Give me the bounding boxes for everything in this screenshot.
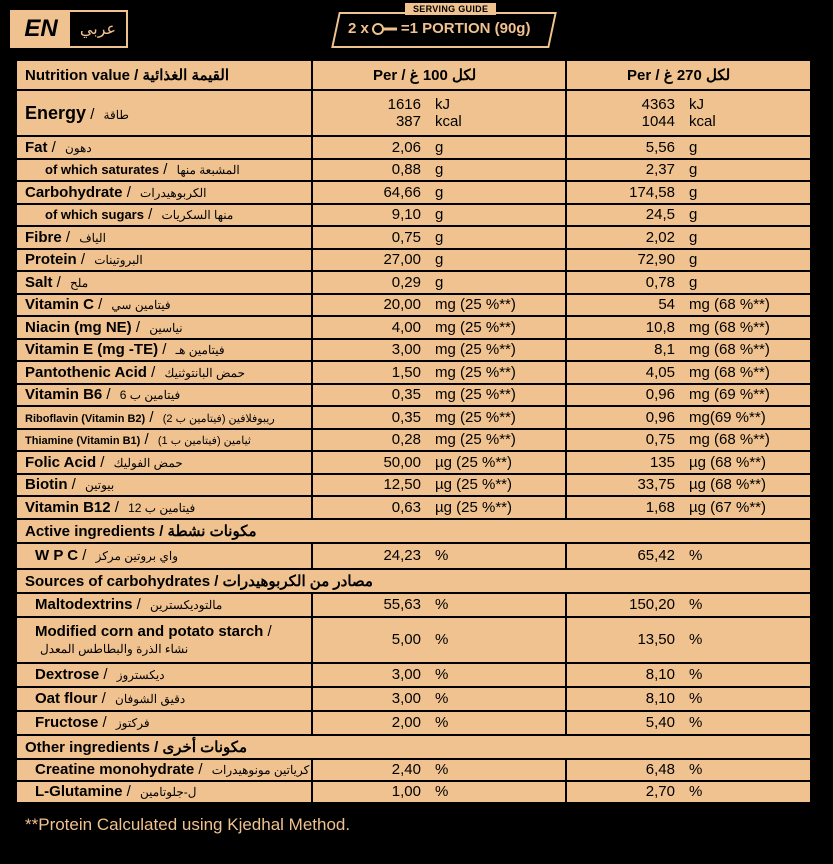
ingredient-unit: % [689, 631, 703, 648]
nutrient-unit: g [435, 183, 444, 201]
nutrient-label: Vitamin C / فيتامين سي [16, 294, 312, 317]
nutrient-value: 2,06 [391, 138, 421, 156]
serving-guide-title: SERVING GUIDE [405, 3, 496, 15]
nutrient-v100 [312, 429, 566, 452]
nutrient-name-ar: ملح [70, 275, 89, 290]
nutrient-name-ar: نياسين [149, 320, 183, 335]
nutrient-value: 2,37 [645, 161, 675, 179]
nutrient-unit: g [435, 251, 444, 269]
nutrient-v100 [312, 204, 566, 227]
nutrient-name-ar: بيوتين [85, 478, 115, 493]
serving-equals: =1 PORTION (90g) [400, 20, 531, 37]
ingredient-v270 [566, 593, 811, 617]
ingredient-name: Fructose [35, 714, 99, 731]
nutrient-v270 [566, 361, 811, 384]
nutrient-row [16, 384, 811, 407]
ingredient-label: Oat flour / دقيق الشوفان [16, 687, 312, 711]
nutrient-v100 [312, 316, 566, 339]
energy-line [575, 96, 802, 113]
scoop-icon [372, 23, 398, 35]
nutrient-label: Niacin (mg NE) / نياسين [16, 316, 312, 339]
ingredient-value: 24,23 [383, 547, 421, 564]
nutrient-value: 0,75 [391, 228, 421, 246]
header-row [16, 60, 811, 90]
nutrient-v100 [312, 384, 566, 407]
ingredient-value: 3,00 [391, 666, 421, 683]
nutrient-value: 2,02 [645, 228, 675, 246]
ingredient-label: L-Glutamine / ل-جلوتامين [16, 781, 312, 803]
nutrient-label: Folic Acid / حمض الفوليك [16, 451, 312, 474]
nutrient-value: 0,78 [645, 273, 675, 291]
nutrient-name-ar: البروتينات [94, 253, 143, 268]
energy-v100 [312, 90, 566, 136]
nutrient-v270 [566, 226, 811, 249]
ingredient-value: 3,00 [391, 690, 421, 707]
nutrient-value: 135 [649, 453, 675, 471]
ingredient-unit: % [689, 547, 703, 564]
energy-label-en: Energy [25, 102, 87, 123]
ingredient-unit: % [435, 596, 449, 613]
nutrient-name: Fat [25, 138, 48, 156]
nutrient-unit: g [689, 161, 698, 179]
nutrient-value: 0,28 [391, 431, 421, 449]
nutrient-value: 10,8 [645, 318, 675, 336]
nutrient-value: 1,50 [391, 363, 421, 381]
ingredient-v100 [312, 759, 566, 781]
nutrient-name: of which saturates [45, 162, 160, 178]
nutrient-name: of which sugars [45, 207, 144, 223]
energy-unit: kcal [435, 113, 462, 130]
nutrient-value: 0,63 [391, 498, 421, 516]
nutrient-label: Protein / البروتينات [16, 249, 312, 272]
carbs-item-row [16, 593, 811, 617]
ingredient-v100 [312, 593, 566, 617]
nutrient-name-ar: دهون [65, 140, 92, 155]
nutrient-v100 [312, 406, 566, 429]
nutrient-unit: mg (68 %**) [689, 318, 770, 336]
nutrient-unit: mg (68 %**) [689, 431, 770, 449]
ingredient-value: 55,63 [383, 596, 421, 613]
nutrient-name-ar: فيتامين ب 6 [119, 388, 181, 403]
ingredient-v100 [312, 617, 566, 663]
nutrient-unit: mg (68 %**) [689, 296, 770, 314]
active-title-text: Active ingredients / مكونات نشطة [25, 522, 257, 540]
nutrient-unit: mg (25 %**) [435, 431, 516, 449]
header-label [16, 60, 312, 90]
nutrient-value: 4,00 [391, 318, 421, 336]
nutrient-name: Pantothenic Acid [25, 363, 147, 381]
carbs-item-row [16, 711, 811, 735]
nutrient-value: 1,68 [645, 498, 675, 516]
energy-unit: kJ [435, 96, 450, 113]
ingredient-unit: % [435, 714, 449, 731]
nutrient-unit: g [689, 183, 698, 201]
ingredient-v270 [566, 687, 811, 711]
ingredient-unit: % [689, 666, 703, 683]
ingredient-unit: % [689, 761, 703, 778]
ingredient-value: 150,20 [629, 596, 675, 613]
nutrient-name: Fibre [25, 228, 62, 246]
nutrient-value: 5,56 [645, 138, 675, 156]
ingredient-unit: % [435, 547, 449, 564]
nutrient-unit: mg (69 %**) [689, 386, 770, 404]
nutrient-row [16, 406, 811, 429]
nutrient-unit: g [435, 161, 444, 179]
nutrient-unit: g [435, 206, 444, 224]
nutrient-v100 [312, 496, 566, 519]
nutrient-unit: g [689, 206, 698, 224]
nutrient-v270 [566, 429, 811, 452]
carbs-item-row [16, 663, 811, 687]
ingredient-v270 [566, 663, 811, 687]
nutrient-unit: mg (25 %**) [435, 318, 516, 336]
nutrient-value: 27,00 [383, 251, 421, 269]
nutrient-name: Vitamin E (mg -TE) [25, 341, 159, 359]
nutrient-unit: mg (25 %**) [435, 341, 516, 359]
nutrient-name-ar: فيتامين هـ [175, 343, 225, 358]
nutrient-label: Vitamin E (mg -TE) / فيتامين هـ [16, 339, 312, 362]
header-col2 [566, 60, 811, 90]
ingredient-value: 6,48 [645, 761, 675, 778]
nutrient-v100 [312, 339, 566, 362]
nutrient-name-ar: المشبعة منها [176, 163, 240, 178]
carbs-item-row [16, 687, 811, 711]
nutrient-unit: g [435, 273, 444, 291]
ingredient-unit: % [689, 714, 703, 731]
serving-guide-text [348, 20, 548, 37]
nutrient-v270 [566, 294, 811, 317]
nutrient-value: 0,75 [645, 431, 675, 449]
ingredient-label: Dextrose / ديكستروز [16, 663, 312, 687]
nutrient-unit: g [689, 138, 698, 156]
ingredient-label: Modified corn and potato starch / نشاء الذرة والبطاطس المعدل [16, 617, 312, 663]
nutrient-value: 12,50 [383, 476, 421, 494]
header-col1-text: Per / لكل 100 غ [373, 67, 477, 84]
nutrient-label: of which sugars / منها السكريات [16, 204, 312, 227]
energy-label: Energy / طاقة [16, 90, 312, 136]
nutrient-row [16, 496, 811, 519]
ingredient-value: 8,10 [645, 690, 675, 707]
nutrient-unit: g [435, 138, 444, 156]
nutrient-value: 3,00 [391, 341, 421, 359]
nutrient-value: 24,5 [645, 206, 675, 224]
nutrient-v270 [566, 159, 811, 182]
nutrient-v100 [312, 136, 566, 159]
nutrient-label: Carbohydrate / الكربوهيدرات [16, 181, 312, 204]
nutrient-label: Biotin / بيوتين [16, 474, 312, 497]
energy-row [16, 90, 811, 136]
nutrient-v270 [566, 271, 811, 294]
ingredient-value: 5,40 [645, 714, 675, 731]
ingredient-name-ar: كرياتين مونوهيدرات [211, 763, 310, 777]
nutrient-unit: g [689, 273, 698, 291]
ingredient-v270 [566, 781, 811, 803]
energy-value: 1616 [387, 96, 421, 113]
ingredient-name-ar: ديكستروز [116, 668, 165, 682]
nutrient-row [16, 474, 811, 497]
energy-value: 4363 [641, 96, 675, 113]
nutrient-row [16, 361, 811, 384]
nutrient-name: Niacin (mg NE) [25, 318, 132, 336]
nutrient-name: Vitamin B12 [25, 498, 111, 516]
nutrient-unit: µg (68 %**) [689, 453, 767, 471]
nutrient-label: of which saturates / المشبعة منها [16, 159, 312, 182]
ingredient-unit: % [689, 596, 703, 613]
nutrient-v270 [566, 451, 811, 474]
nutrient-v270 [566, 339, 811, 362]
ingredient-unit: % [435, 631, 449, 648]
energy-value: 387 [395, 113, 421, 130]
nutrient-v100 [312, 181, 566, 204]
nutrient-name: Salt [25, 273, 53, 291]
carbs-section-title [16, 569, 811, 593]
nutrient-v100 [312, 226, 566, 249]
energy-line [321, 113, 557, 130]
nutrient-v270 [566, 406, 811, 429]
nutrient-unit: mg (68 %**) [689, 363, 770, 381]
nutrition-table [15, 59, 812, 804]
header-label-text: Nutrition value / القيمة الغذائية [25, 67, 230, 84]
nutrient-value: 0,96 [645, 408, 675, 426]
nutrient-name-ar: منها السكريات [161, 208, 234, 223]
nutrient-label: Riboflavin (Vitamin B2) / ريبوفلافين (فيتامين ب 2) [16, 406, 312, 429]
nutrient-value: 0,88 [391, 161, 421, 179]
nutrient-v100 [312, 361, 566, 384]
ingredient-unit: % [435, 761, 449, 778]
nutrient-name: Folic Acid [25, 453, 97, 471]
carbs-item-row [16, 617, 811, 663]
ingredient-v270 [566, 759, 811, 781]
nutrient-label: Salt / ملح [16, 271, 312, 294]
energy-label-ar: طاقة [103, 107, 129, 122]
nutrient-v270 [566, 384, 811, 407]
nutrient-value: 0,29 [391, 273, 421, 291]
nutrient-v270 [566, 474, 811, 497]
nutrient-value: 20,00 [383, 296, 421, 314]
ingredient-v270 [566, 617, 811, 663]
ingredient-v100 [312, 781, 566, 803]
ingredient-value: 1,00 [391, 783, 421, 800]
nutrient-v100 [312, 474, 566, 497]
ingredient-value: 5,00 [391, 631, 421, 648]
nutrient-v100 [312, 249, 566, 272]
ingredient-v100 [312, 543, 566, 569]
energy-value: 1044 [641, 113, 675, 130]
nutrient-value: 4,05 [645, 363, 675, 381]
ingredient-value: 2,00 [391, 714, 421, 731]
nutrient-value: 0,96 [645, 386, 675, 404]
nutrient-name: Riboflavin (Vitamin B2) [25, 412, 146, 425]
energy-line [321, 96, 557, 113]
ingredient-name: Maltodextrins [35, 596, 133, 613]
nutrient-v270 [566, 316, 811, 339]
other-section-header [16, 735, 811, 759]
nutrient-name-ar: الكربوهيدرات [140, 185, 207, 200]
ingredient-name: Creatine monohydrate [35, 761, 195, 778]
nutrient-unit: mg(69 %**) [689, 408, 766, 426]
ingredient-v270 [566, 543, 811, 569]
nutrient-value: 72,90 [637, 251, 675, 269]
other-item-row [16, 781, 811, 803]
nutrient-name-ar: الياف [79, 230, 106, 245]
ingredient-name: L-Glutamine [35, 783, 123, 800]
nutrient-label: Vitamin B12 / فيتامين ب 12 [16, 496, 312, 519]
ingredient-name: Dextrose [35, 666, 100, 683]
energy-v270 [566, 90, 811, 136]
ingredient-value: 2,40 [391, 761, 421, 778]
ingredient-unit: % [689, 783, 703, 800]
nutrient-v100 [312, 294, 566, 317]
nutrient-value: 33,75 [637, 476, 675, 494]
active-item-row [16, 543, 811, 569]
nutrient-row [16, 339, 811, 362]
nutrient-v270 [566, 136, 811, 159]
nutrient-v270 [566, 249, 811, 272]
nutrient-unit: mg (25 %**) [435, 386, 516, 404]
nutrient-unit: mg (68 %**) [689, 341, 770, 359]
ingredient-name: Modified corn and potato starch [35, 622, 264, 640]
ingredient-unit: % [689, 690, 703, 707]
nutrient-row [16, 294, 811, 317]
energy-line [575, 113, 802, 130]
ingredient-name-ar: دقيق الشوفان [115, 692, 186, 706]
nutrient-name-ar: حمض الفوليك [113, 455, 183, 470]
nutrient-unit: µg (68 %**) [689, 476, 767, 494]
nutrient-unit: g [435, 228, 444, 246]
nutrient-v270 [566, 496, 811, 519]
nutrient-label: Pantothenic Acid / حمض البانتوثنيك [16, 361, 312, 384]
nutrient-name: Biotin [25, 476, 68, 494]
nutrient-unit: µg (25 %**) [435, 453, 513, 471]
nutrient-name: Thiamine (Vitamin B1) [25, 435, 141, 448]
nutrient-v100 [312, 451, 566, 474]
ingredient-name-ar: مالتوديكسترين [150, 598, 223, 612]
ingredient-value: 2,70 [645, 783, 675, 800]
energy-unit: kJ [689, 96, 704, 113]
nutrient-name-ar: فيتامين ب 12 [128, 500, 196, 515]
nutrient-value: 50,00 [383, 453, 421, 471]
nutrient-unit: g [689, 228, 698, 246]
nutrient-value: 0,35 [391, 386, 421, 404]
other-title-text: Other ingredients / مكونات أخرى [25, 738, 248, 756]
ingredient-value: 65,42 [637, 547, 675, 564]
nutrient-row [16, 136, 811, 159]
nutrient-row [16, 271, 811, 294]
nutrient-value: 174,58 [629, 183, 675, 201]
lang-ar[interactable]: عربي [79, 21, 117, 38]
carbs-section-header [16, 569, 811, 593]
nutrient-unit: µg (67 %**) [689, 498, 767, 516]
nutrient-unit: mg (25 %**) [435, 363, 516, 381]
footnote: **Protein Calculated using Kjedhal Method. [25, 815, 351, 834]
nutrient-value: 54 [658, 296, 675, 314]
header-col2-text: Per / لكل 270 غ [627, 67, 731, 84]
ingredient-label: Maltodextrins / مالتوديكسترين [16, 593, 312, 617]
nutrient-unit: µg (25 %**) [435, 498, 513, 516]
ingredient-unit: % [435, 690, 449, 707]
nutrient-name-ar: حمض البانتوثنيك [164, 365, 245, 380]
nutrient-row [16, 249, 811, 272]
ingredient-v100 [312, 711, 566, 735]
ingredient-name-ar: ل-جلوتامين [140, 785, 197, 799]
nutrient-v270 [566, 181, 811, 204]
nutrient-name-ar: فيتامين سي [111, 298, 171, 313]
ingredient-name-ar: نشاء الذرة والبطاطس المعدل [40, 641, 189, 656]
nutrient-value: 8,1 [654, 341, 675, 359]
language-switch [10, 10, 128, 48]
nutrient-name: Vitamin B6 [25, 386, 103, 404]
ingredient-name-ar: فركتوز [115, 716, 150, 730]
active-section-title [16, 519, 811, 543]
ingredient-unit: % [435, 783, 449, 800]
nutrient-row [16, 181, 811, 204]
nutrient-row [16, 204, 811, 227]
nutrient-unit: g [689, 251, 698, 269]
ingredient-label: W P C / واي بروتين مركز [16, 543, 312, 569]
nutrient-v270 [566, 204, 811, 227]
nutrient-label: Fat / دهون [16, 136, 312, 159]
energy-unit: kcal [689, 113, 716, 130]
serving-count: 2 x [348, 20, 369, 37]
header-col1 [312, 60, 566, 90]
nutrient-name-ar: ريبوفلافين (فيتامين ب 2) [162, 412, 275, 425]
lang-en[interactable]: EN [12, 12, 70, 46]
ingredient-v100 [312, 687, 566, 711]
nutrient-unit: mg (25 %**) [435, 408, 516, 426]
nutrient-row [16, 316, 811, 339]
nutrient-label: Vitamin B6 / فيتامين ب 6 [16, 384, 312, 407]
nutrient-value: 0,35 [391, 408, 421, 426]
nutrient-row [16, 226, 811, 249]
ingredient-unit: % [435, 666, 449, 683]
nutrient-name-ar: ثيامين (فيتامين ب 1) [157, 435, 251, 448]
nutrient-unit: µg (25 %**) [435, 476, 513, 494]
nutrient-row [16, 429, 811, 452]
nutrient-v100 [312, 271, 566, 294]
ingredient-name: Oat flour [35, 690, 98, 707]
ingredient-name-ar: واي بروتين مركز [95, 549, 179, 563]
ingredient-label: Creatine monohydrate / كرياتين مونوهيدرات [16, 759, 312, 781]
nutrient-row [16, 451, 811, 474]
carbs-title-text: Sources of carbohydrates / مصادر من الكربوهيدرات [25, 572, 373, 590]
nutrient-label: Fibre / الياف [16, 226, 312, 249]
ingredient-label: Fructose / فركتوز [16, 711, 312, 735]
nutrient-label: Thiamine (Vitamin B1) / ثيامين (فيتامين ب 1) [16, 429, 312, 452]
nutrient-unit: mg (25 %**) [435, 296, 516, 314]
nutrient-value: 64,66 [383, 183, 421, 201]
other-item-row [16, 759, 811, 781]
ingredient-value: 13,50 [637, 631, 675, 648]
nutrient-name: Carbohydrate [25, 183, 123, 201]
ingredient-v270 [566, 711, 811, 735]
ingredient-v100 [312, 663, 566, 687]
nutrient-row [16, 159, 811, 182]
other-section-title [16, 735, 811, 759]
active-section-header [16, 519, 811, 543]
nutrient-v100 [312, 159, 566, 182]
nutrient-name: Protein [25, 251, 77, 269]
ingredient-name: W P C [35, 547, 79, 564]
nutrient-value: 9,10 [391, 206, 421, 224]
nutrient-name: Vitamin C [25, 296, 94, 314]
ingredient-value: 8,10 [645, 666, 675, 683]
